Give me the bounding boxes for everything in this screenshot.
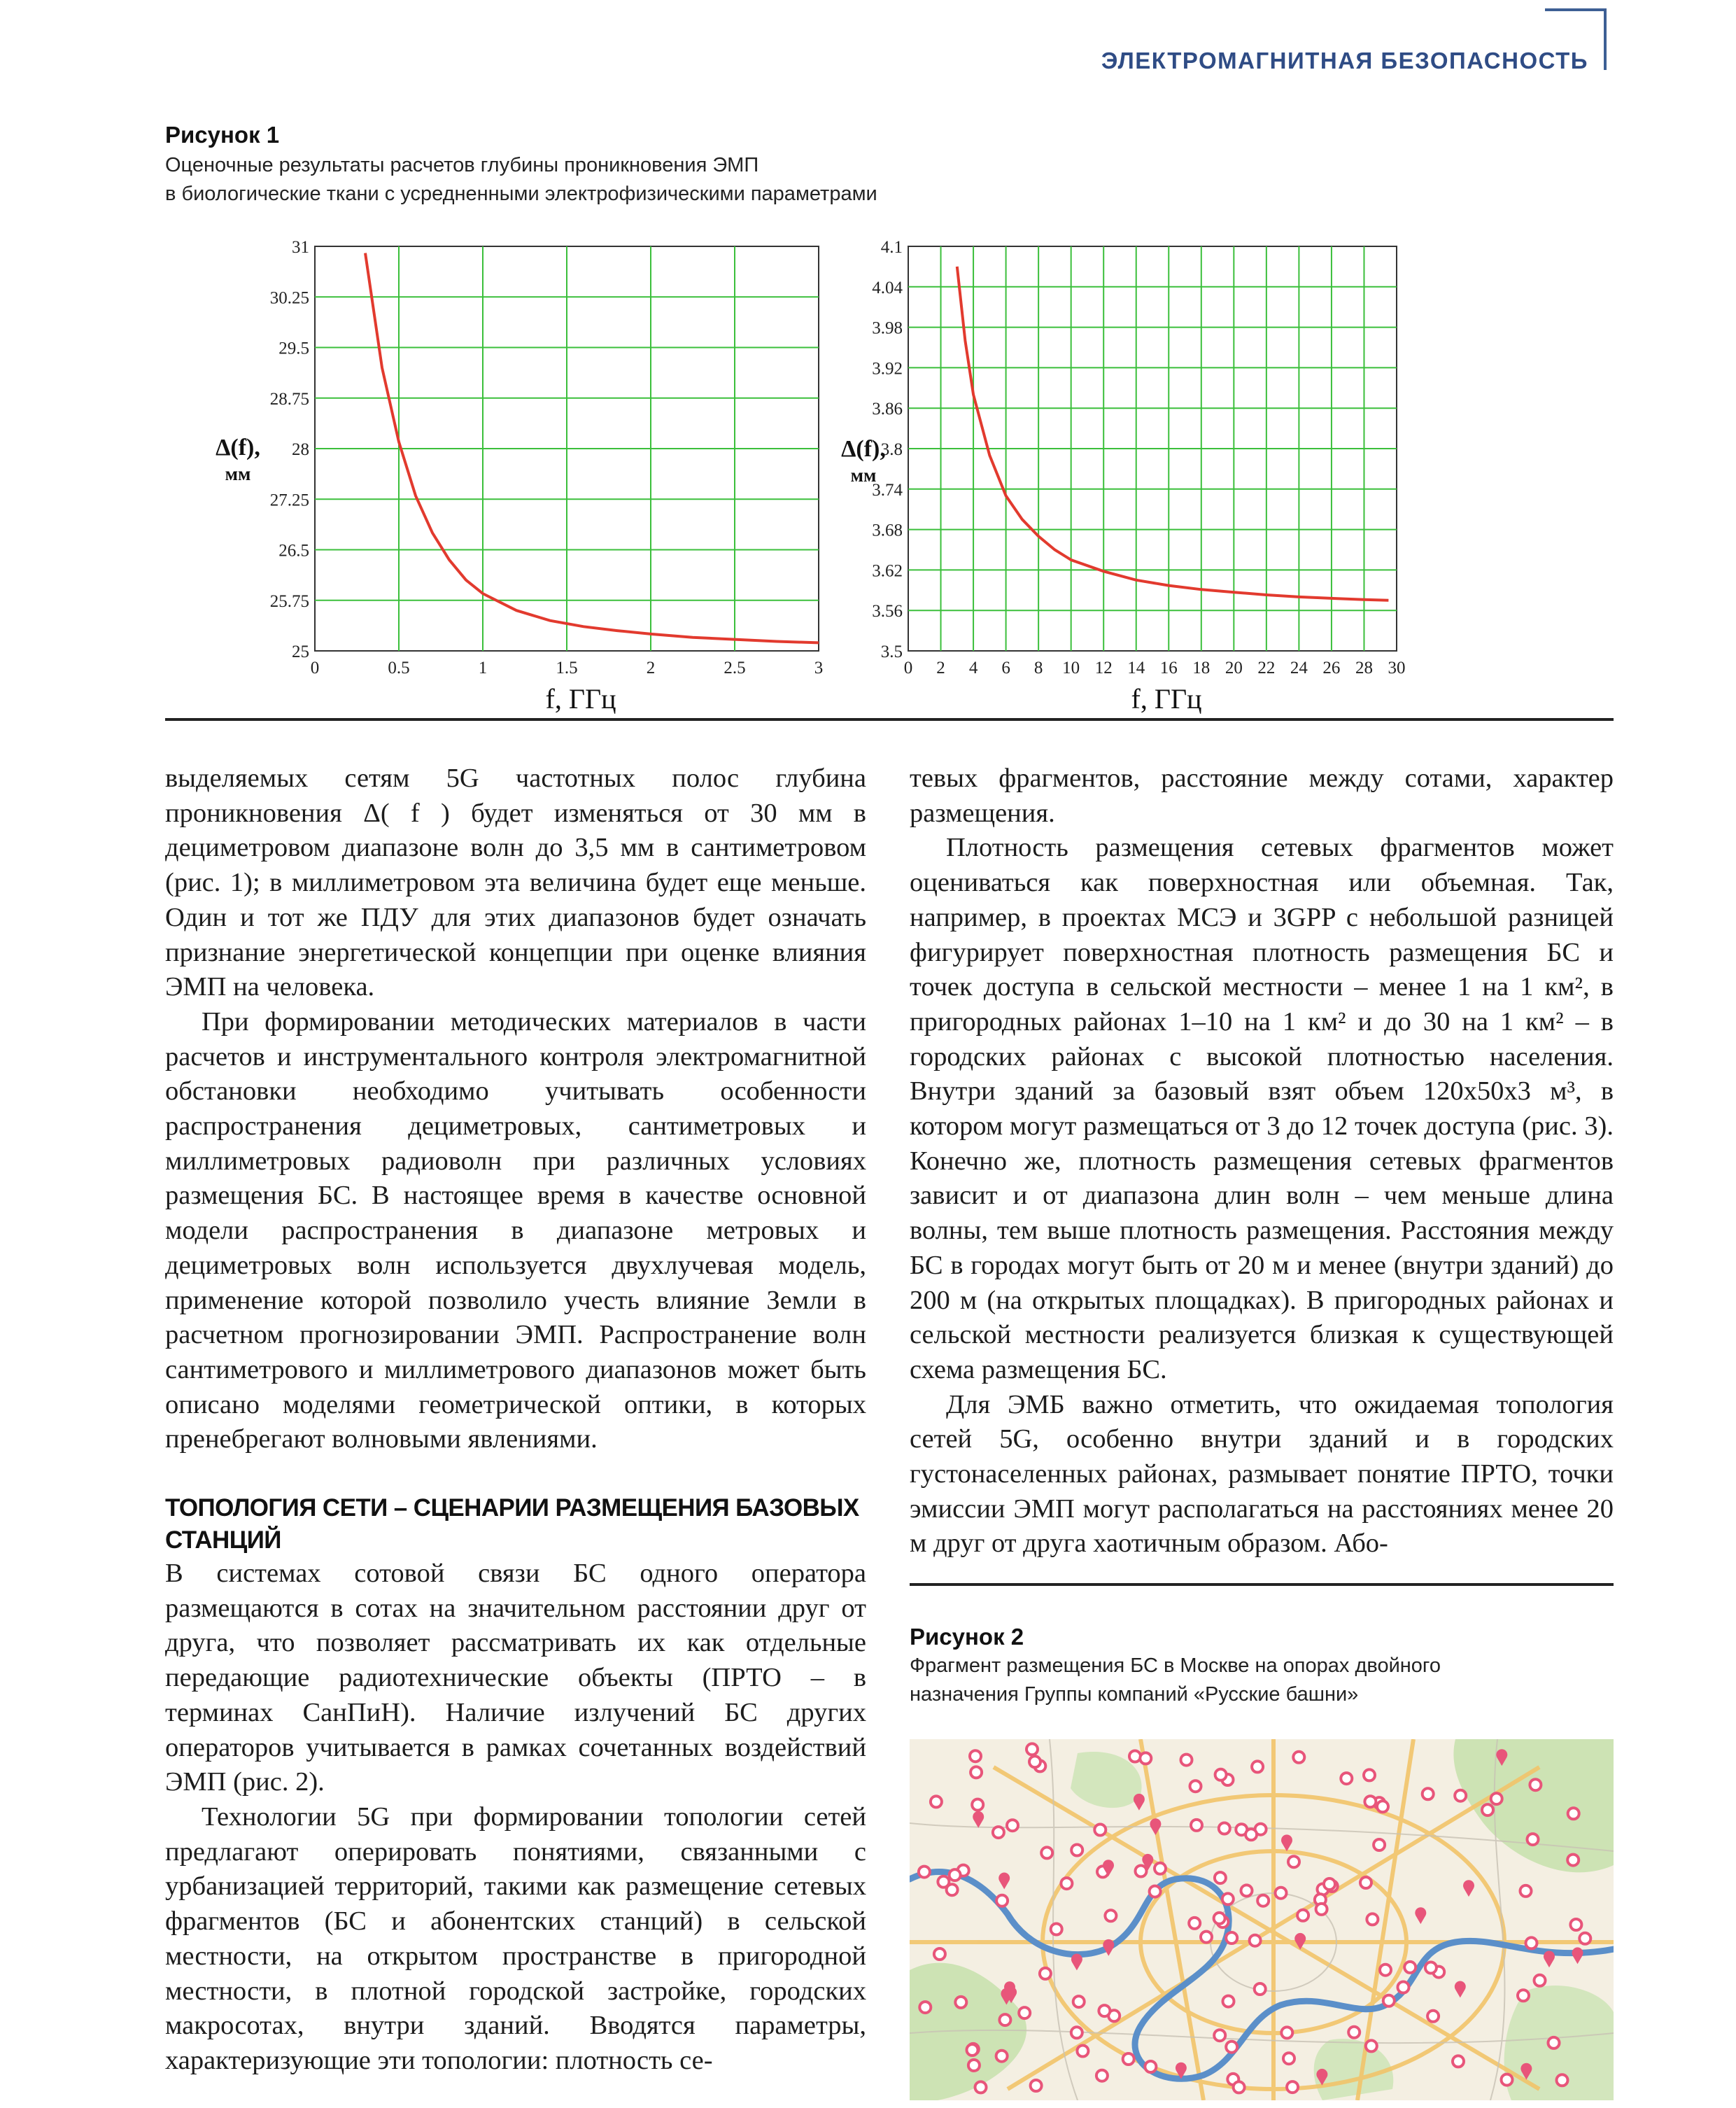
paragraph: Для ЭМБ важно отметить, что ожидаемая топология сетей 5G, особенно внутри зданий и в городских густонаселенных районах, размывает понятие ПРТО, точки эмиссии ЭМП могут располагаться на расстояниях менее 20 м друг от друга хаотичным образом. Або- xyxy=(910,1389,1614,1559)
bs-marker-icon xyxy=(1482,1804,1493,1815)
bs-marker-icon xyxy=(1136,1866,1147,1877)
bs-marker-icon xyxy=(1526,1937,1537,1948)
paragraph: Технологии 5G при формировании топологии сетей предлагают оперировать понятиями, связанными с урбанизацией территорий, такими как размещение сетевых фрагментов (БС и абонентских станций) в сельской местности, на открытом пространстве в пригородной местности, в плотной городской застройке, городских макросотах, внутри зданий. Вводятся параметры, характеризующие эти топологии: плотность се- xyxy=(165,1801,866,2075)
bs-marker-icon xyxy=(996,1895,1008,1906)
bs-marker-icon xyxy=(1316,1904,1327,1915)
running-head: ЭЛЕКТРОМАГНИТНАЯ БЕЗОПАСНОСТЬ xyxy=(1101,48,1588,73)
paragraph: Плотность размещения сетевых фрагментов может оцениваться как поверхностная или объемная. Так, например, в проектах МСЭ и 3GPP с небольшой разницей фигурирует поверхностная плотность размещения БС и точек доступа в сельской местности – менее 1 на 1 км², в пригородных районах 1–10 на 1 км² и до 30 на 1 км² – в городских районах с высокой плотностью населения. Внутри зданий за базовый взят объем 120x50x3 м³, в котором могут размещаться от 3 до 12 точек доступа (рис. 3). Конечно же, плотность размещения сетевых фрагментов зависит и от диапазона длин волн – чем меньше длина волны, тем выше плотность размещения. Расстояния между БС в городах могут быть от 20 м и менее (внутри зданий) до 200 м (на открытых площадках). В пригородных районах и сельской местности реализуется близкая к существующей схема размещения БС. xyxy=(910,833,1614,1384)
bs-marker-icon xyxy=(1214,1913,1225,1924)
bs-marker-icon xyxy=(1377,1801,1388,1812)
bs-marker-icon xyxy=(1250,1935,1261,1946)
bs-marker-icon xyxy=(1234,2081,1245,2093)
bs-marker-icon xyxy=(1364,1769,1375,1780)
bs-marker-icon xyxy=(1150,1886,1161,1897)
bs-marker-icon xyxy=(1366,2040,1377,2051)
bs-marker-icon xyxy=(1019,2007,1030,2018)
bs-marker-icon xyxy=(919,2002,931,2013)
bs-marker-icon xyxy=(1570,1919,1581,1930)
bs-marker-icon xyxy=(1073,1996,1085,2007)
y-tick-label: 3.92 xyxy=(872,359,903,379)
bs-marker-icon xyxy=(1181,1755,1192,1766)
bs-marker-icon xyxy=(1427,2011,1439,2022)
figure1-label: Рисунок 1 xyxy=(165,122,280,148)
bs-marker-icon xyxy=(1287,2081,1298,2093)
y-tick-label: 4.1 xyxy=(880,238,903,257)
bs-marker-icon xyxy=(1380,1965,1391,1976)
bs-marker-icon xyxy=(1530,1779,1541,1790)
x-tick-label: 1.5 xyxy=(556,659,578,677)
bs-marker-icon xyxy=(1491,1793,1502,1804)
bs-marker-icon xyxy=(967,2044,978,2056)
x-tick-label: 3 xyxy=(814,659,824,677)
bs-marker-icon xyxy=(1367,1913,1378,1925)
bs-marker-icon xyxy=(1257,1895,1269,1906)
x-tick-label: 0.5 xyxy=(388,659,410,677)
bs-marker-icon xyxy=(1374,1839,1385,1850)
figure1-chart-right xyxy=(826,231,1427,714)
bs-marker-icon xyxy=(1423,1788,1434,1799)
x-tick-label: 0 xyxy=(310,659,320,677)
bs-marker-icon xyxy=(1041,1847,1052,1858)
y-tick-label: 4.04 xyxy=(872,278,903,297)
paragraph: выделяемых сетям 5G частотных полос глубина проникновения Δ( f ) будет изменяться от 30 мм в дециметровом диапазоне волн до 3,5 мм в сантиметровом (рис. 1); в миллиметровом эта величина будет еще меньше. Один и тот же ПДУ для этих диапазонов будет означать признание энергетической концепции при оценке влияния ЭМП на человека. xyxy=(165,764,866,1002)
x-tick-label: 2.5 xyxy=(724,659,746,677)
bs-marker-icon xyxy=(1288,1856,1299,1867)
bs-marker-icon xyxy=(1283,2053,1294,2064)
x-tick-label: 18 xyxy=(1192,659,1211,677)
x-tick-label: 22 xyxy=(1257,659,1276,677)
bs-marker-icon xyxy=(955,1997,966,2008)
bs-marker-icon xyxy=(1215,1769,1227,1780)
bs-marker-icon xyxy=(1455,1790,1466,1801)
bs-marker-icon xyxy=(971,1766,982,1778)
y-tick-label: 28.75 xyxy=(269,389,309,409)
x-tick-label: 28 xyxy=(1355,659,1373,677)
bs-marker-icon xyxy=(1140,1752,1151,1764)
x-tick-label: 14 xyxy=(1127,659,1145,677)
bs-marker-icon xyxy=(1191,1820,1202,1831)
paragraph: В системах сотовой связи БС одного оператора размещаются в сотах на значительном расстоянии друг от друга, что позволяет рассматривать их как отдельные передающие радиотехнические объекты (ПРТО – в терминах СанПиН). Наличие излучений БС других операторов учитывается в рамках сочетанных воздействий ЭМП (рис. 2). xyxy=(165,1559,866,1797)
bs-marker-icon xyxy=(1567,1855,1579,1866)
bs-marker-icon xyxy=(1123,2053,1134,2065)
bs-marker-icon xyxy=(1071,1845,1082,1856)
bs-marker-icon xyxy=(1568,1808,1579,1819)
bs-marker-icon xyxy=(919,1867,930,1878)
bs-marker-icon xyxy=(1404,1962,1416,1973)
bs-marker-icon xyxy=(1051,1924,1062,1935)
x-tick-label: 10 xyxy=(1062,659,1080,677)
figure1-caption-line: в биологические ткани с усредненными электрофизическими параметрами xyxy=(165,183,877,205)
y-tick-label: 30.25 xyxy=(269,288,309,308)
bs-marker-icon xyxy=(1520,1885,1532,1897)
corner-decoration xyxy=(1545,8,1607,11)
bs-marker-icon xyxy=(999,2014,1010,2025)
x-tick-label: 0 xyxy=(903,659,913,677)
bs-marker-icon xyxy=(931,1796,942,1807)
bs-marker-icon xyxy=(1226,2042,1237,2053)
bs-marker-icon xyxy=(1245,1829,1257,1840)
y-tick-label: 31 xyxy=(292,238,309,257)
bs-marker-icon xyxy=(1527,1834,1539,1845)
bs-marker-icon xyxy=(1096,2070,1108,2081)
map-image xyxy=(910,1739,1614,2100)
figure2-divider xyxy=(910,1583,1614,1586)
y-tick-label: 3.62 xyxy=(872,561,903,581)
bs-marker-icon xyxy=(970,1750,981,1762)
bs-marker-icon xyxy=(934,1948,945,1960)
bs-marker-icon xyxy=(1094,1825,1106,1836)
y-tick-label: 3.68 xyxy=(872,521,903,540)
bs-marker-icon xyxy=(1190,1780,1201,1792)
paragraph: тевых фрагментов, расстояние между сотами, характер размещения. xyxy=(910,764,1614,828)
bs-marker-icon xyxy=(1502,2074,1513,2086)
bs-marker-icon xyxy=(938,1876,949,1888)
y-tick-label: 28 xyxy=(292,440,309,459)
bs-marker-icon xyxy=(968,2060,980,2071)
x-tick-label: 2 xyxy=(646,659,656,677)
x-tick-label: 2 xyxy=(936,659,945,677)
x-tick-label: 26 xyxy=(1322,659,1341,677)
figure2-caption-line: Фрагмент размещения БС в Москве на опорах двойного xyxy=(910,1654,1441,1677)
bs-marker-icon xyxy=(1061,1878,1072,1889)
figure1-chart-left xyxy=(196,231,840,714)
x-tick-label: 30 xyxy=(1388,659,1406,677)
y-tick-label: 3.74 xyxy=(872,480,903,500)
y-tick-label: 3.86 xyxy=(872,400,903,419)
y-tick-label: 3.8 xyxy=(880,440,903,459)
bs-marker-icon xyxy=(1129,1751,1141,1762)
x-tick-label: 4 xyxy=(968,659,978,677)
x-tick-label: 8 xyxy=(1033,659,1043,677)
moscow-map xyxy=(910,1739,1614,2100)
figure2-label: Рисунок 2 xyxy=(910,1624,1024,1650)
section-title: ТОПОЛОГИЯ СЕТИ – СЦЕНАРИИ РАЗМЕЩЕНИЯ БАЗОВЫХ СТАНЦИЙ xyxy=(165,1494,859,1554)
y-axis-label: Δ(f), xyxy=(841,436,886,462)
bs-marker-icon xyxy=(1425,1962,1437,1974)
bs-marker-icon xyxy=(1219,1823,1230,1834)
y-tick-label: 25.75 xyxy=(269,591,309,611)
corner-decoration-vertical xyxy=(1604,8,1607,70)
bs-marker-icon xyxy=(1293,1752,1304,1763)
x-tick-label: 20 xyxy=(1225,659,1243,677)
right-column xyxy=(910,761,1614,1561)
bs-marker-icon xyxy=(1557,2074,1568,2086)
bs-marker-icon xyxy=(1534,1975,1546,1986)
bs-marker-icon xyxy=(1099,2005,1110,2016)
bs-marker-icon xyxy=(1324,1878,1335,1890)
paragraph: При формировании методических материалов в части расчетов и инструментального контроля электромагнитной обстановки необходимо учитывать особенности распространения дециметровых, сантиметровых и миллиметровых радиоволн при различных условиях размещения БС. В настоящее время в качестве основной модели распространения в диапазоне метровых и дециметровых волн используется двухлучевая модель, применение которой позволило учесть влияние Земли в расчетном прогнозировании ЭМП. Распространение волн сантиметрового и миллиметрового диапазонов может быть описано моделями геометрической оптики, в которых пренебрегают волновыми явлениями. xyxy=(165,1006,866,1454)
bs-marker-icon xyxy=(1031,2080,1042,2091)
bs-marker-icon xyxy=(1201,1932,1212,1943)
figure1-divider xyxy=(165,718,1614,721)
bs-marker-icon xyxy=(1214,2030,1225,2041)
bs-marker-icon xyxy=(972,1799,983,1811)
bs-marker-icon xyxy=(1145,2061,1156,2072)
y-tick-label: 29.5 xyxy=(278,339,309,358)
y-tick-label: 25 xyxy=(292,642,309,661)
y-axis-unit: мм xyxy=(225,463,251,484)
bs-marker-icon xyxy=(1276,1888,1287,1899)
bs-marker-icon xyxy=(1026,1743,1038,1755)
bs-marker-icon xyxy=(1105,1910,1116,1921)
bs-marker-icon xyxy=(1223,1996,1234,2007)
y-tick-label: 3.56 xyxy=(872,602,903,621)
y-tick-label: 3.98 xyxy=(872,318,903,338)
bs-marker-icon xyxy=(1215,1872,1226,1883)
y-axis-unit: мм xyxy=(850,465,877,486)
x-axis-label: f, ГГц xyxy=(545,683,616,714)
bs-marker-icon xyxy=(1029,1756,1040,1767)
x-tick-label: 24 xyxy=(1290,659,1308,677)
x-tick-label: 16 xyxy=(1159,659,1178,677)
bs-marker-icon xyxy=(1007,1820,1018,1831)
bs-marker-icon xyxy=(1518,1990,1529,2001)
bs-marker-icon xyxy=(1398,1982,1409,1993)
x-axis-label: f, ГГц xyxy=(1131,683,1202,714)
bs-marker-icon xyxy=(1548,2037,1560,2049)
bs-marker-icon xyxy=(996,2051,1008,2062)
x-tick-label: 6 xyxy=(1001,659,1010,677)
bs-marker-icon xyxy=(1040,1968,1051,1979)
bs-marker-icon xyxy=(1281,2027,1292,2038)
bs-marker-icon xyxy=(1579,1933,1590,1944)
bs-marker-icon xyxy=(1241,1885,1252,1896)
figure2-caption xyxy=(910,1652,1441,1709)
bs-marker-icon xyxy=(1071,2027,1082,2038)
bs-marker-icon xyxy=(1077,2046,1088,2057)
bs-marker-icon xyxy=(1155,1863,1166,1874)
bs-marker-icon xyxy=(1297,1910,1308,1921)
bs-marker-icon xyxy=(1226,1932,1237,1944)
bs-marker-icon xyxy=(950,1869,961,1881)
bs-marker-icon xyxy=(1255,1983,1266,1995)
bs-marker-icon xyxy=(1222,1893,1234,1904)
bs-marker-icon xyxy=(1453,2056,1464,2067)
figure2-caption-line: назначения Группы компаний «Русские башни» xyxy=(910,1683,1359,1706)
bs-marker-icon xyxy=(1348,2027,1360,2038)
bs-marker-icon xyxy=(1189,1918,1200,1929)
x-tick-label: 12 xyxy=(1094,659,1113,677)
bs-marker-icon xyxy=(993,1827,1004,1838)
figure1-caption-line: Оценочные результаты расчетов глубины проникновения ЭМП xyxy=(165,154,759,176)
left-column xyxy=(165,761,866,2079)
bs-marker-icon xyxy=(975,2081,987,2093)
bs-marker-icon xyxy=(1364,1796,1376,1807)
y-tick-label: 3.5 xyxy=(880,642,903,661)
bs-marker-icon xyxy=(1252,1761,1263,1772)
y-tick-label: 27.25 xyxy=(269,491,309,510)
y-tick-label: 26.5 xyxy=(278,541,309,561)
figure1-caption xyxy=(165,151,877,209)
y-axis-label: Δ(f), xyxy=(216,435,260,461)
bs-marker-icon xyxy=(1383,1995,1395,2007)
bs-marker-icon xyxy=(1341,1773,1352,1784)
bs-marker-icon xyxy=(1360,1877,1371,1888)
x-tick-label: 1 xyxy=(478,659,488,677)
